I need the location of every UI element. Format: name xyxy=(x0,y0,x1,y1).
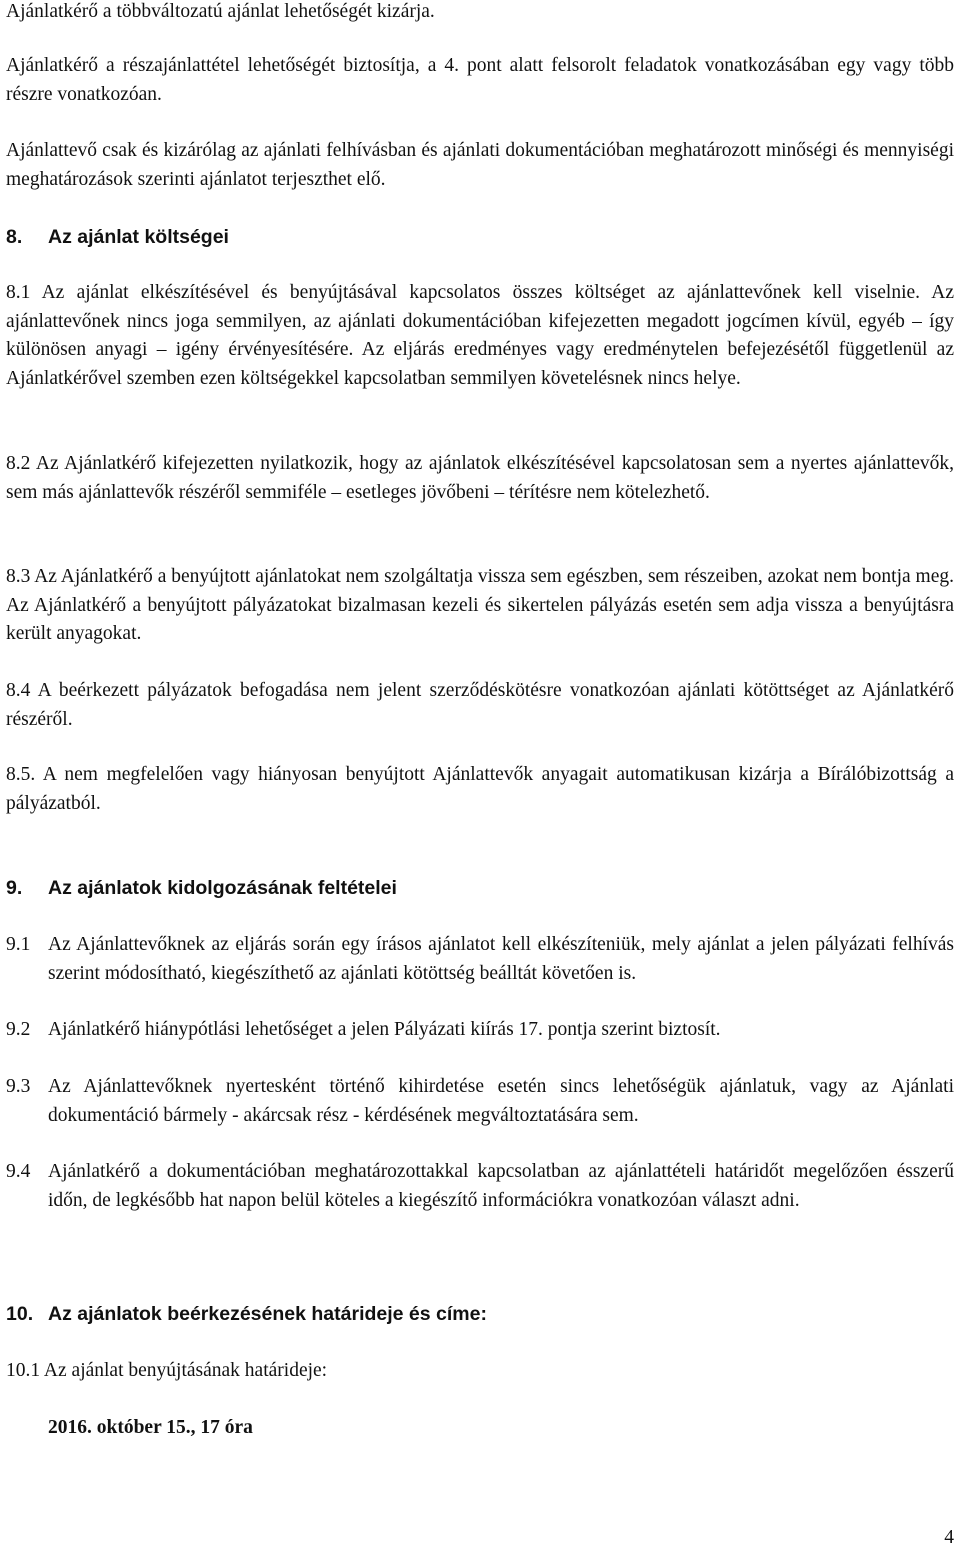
section-8-title: Az ajánlat költségei xyxy=(48,226,229,248)
page-number: 4 xyxy=(944,1527,954,1549)
section-9-title: Az ajánlatok kidolgozásának feltételei xyxy=(48,877,397,899)
item-number: 9.4 xyxy=(6,1161,31,1182)
item-text: Az Ajánlattevőknek nyertesként történő kihirdetése esetén sincs lehetőségük ajánlatuk, vagy az Ajánlati dokumentáció bármely - akárcsak rész - kérdésének megváltoztatására sem. xyxy=(48,1076,954,1126)
item-text: Ajánlatkérő hiánypótlási lehetőséget a jelen Pályázati kiírás 17. pontja szerint biztosít. xyxy=(48,1019,721,1040)
item-number: 9.3 xyxy=(6,1076,31,1097)
paragraph-variants: Ajánlatkérő a többváltozatú ajánlat lehetőségét kizárja. xyxy=(6,1,435,22)
paragraph-8-1: 8.1 Az ajánlat elkészítésével és benyújtásával kapcsolatos összes költséget az ajánlattevőnek kell viselnie. Az ajánlattevőnek nincs joga semmilyen, az ajánlati dokumentációban kifejezetten megadott jogcímen kívül, egyéb – így különösen anyagi – igény érvényesítésére. Az eljárás eredményes vagy eredménytelen befejezésétől függetlenül az Ajánlatkérővel szemben ezen költségekkel kapcsolatban semmilyen követelésnek nincs helye. xyxy=(6,282,954,389)
paragraph-8-3: 8.3 Az Ajánlatkérő a benyújtott ajánlatokat nem szolgáltatja vissza sem egészben, sem részeiben, azokat nem bontja meg. Az Ajánlatkérő a benyújtott pályázatokat bizalmasan kezeli és sikertelen pályázás esetén sem adja vissza a benyújtásra került anyagokat. xyxy=(6,566,954,645)
section-10-title: Az ajánlatok beérkezésének határideje és címe: xyxy=(48,1303,487,1325)
paragraph-8-5: 8.5. A nem megfelelően vagy hiányosan benyújtott Ajánlattevők anyagait automatikusan kizárja a Bírálóbizottság a pályázatból. xyxy=(6,764,954,814)
paragraph-9-2 xyxy=(6,1016,954,1045)
paragraph-partial-bids: Ajánlatkérő a részajánlattétel lehetőségét biztosítja, a 4. pont alatt felsorolt feladatok vonatkozásában egy vagy több részre vonatkozóan. xyxy=(6,55,954,105)
item-text: Az Ajánlattevőknek az eljárás során egy írásos ajánlatot kell elkészíteniük, mely ajánlat a jelen pályázati felhívás szerint módosítható, kiegészíthető az ajánlati kötöttség beálltát követően is. xyxy=(48,934,954,984)
paragraph-9-3 xyxy=(6,1073,954,1130)
section-8-heading xyxy=(6,223,954,252)
section-10-number: 10. xyxy=(6,1303,34,1325)
section-9-heading xyxy=(6,874,954,903)
item-number: 9.1 xyxy=(6,934,31,955)
paragraph-9-1 xyxy=(6,931,954,988)
section-8-number: 8. xyxy=(6,226,23,248)
paragraph-8-4: 8.4 A beérkezett pályázatok befogadása nem jelent szerződéskötésre vonatkozóan ajánlati kötöttséget az Ajánlatkérő részéről. xyxy=(6,680,954,730)
item-number: 9.2 xyxy=(6,1019,31,1040)
deadline-line xyxy=(6,1414,954,1443)
item-text: Ajánlatkérő a dokumentációban meghatározottakkal kapcsolatban az ajánlattételi határidőt megelőzően ésszerű időn, de legkésőbb hat napon belül köteles a kiegészítő információkra vonatkozóan választ adni. xyxy=(48,1161,954,1211)
paragraph-quality-requirements: Ajánlattevő csak és kizárólag az ajánlati felhívásban és ajánlati dokumentációban meghatározott minőségi és mennyiségi meghatározások szerinti ajánlatot terjeszthet elő. xyxy=(6,140,954,190)
section-10-heading xyxy=(6,1300,954,1329)
section-9-number: 9. xyxy=(6,877,23,899)
paragraph-10-1: 10.1 Az ajánlat benyújtásának határideje: xyxy=(6,1360,328,1381)
paragraph-9-4 xyxy=(6,1158,954,1215)
paragraph-8-2: 8.2 Az Ajánlatkérő kifejezetten nyilatkozik, hogy az ajánlatok elkészítésével kapcsolatosan sem a nyertes ajánlattevők, sem más ajánlattevők részéről semmiféle – esetleges jövőbeni – térítésre nem kötelezhető. xyxy=(6,453,954,503)
deadline-date: 2016. október 15. xyxy=(48,1417,191,1438)
deadline-time: , 17 óra xyxy=(190,1417,253,1438)
